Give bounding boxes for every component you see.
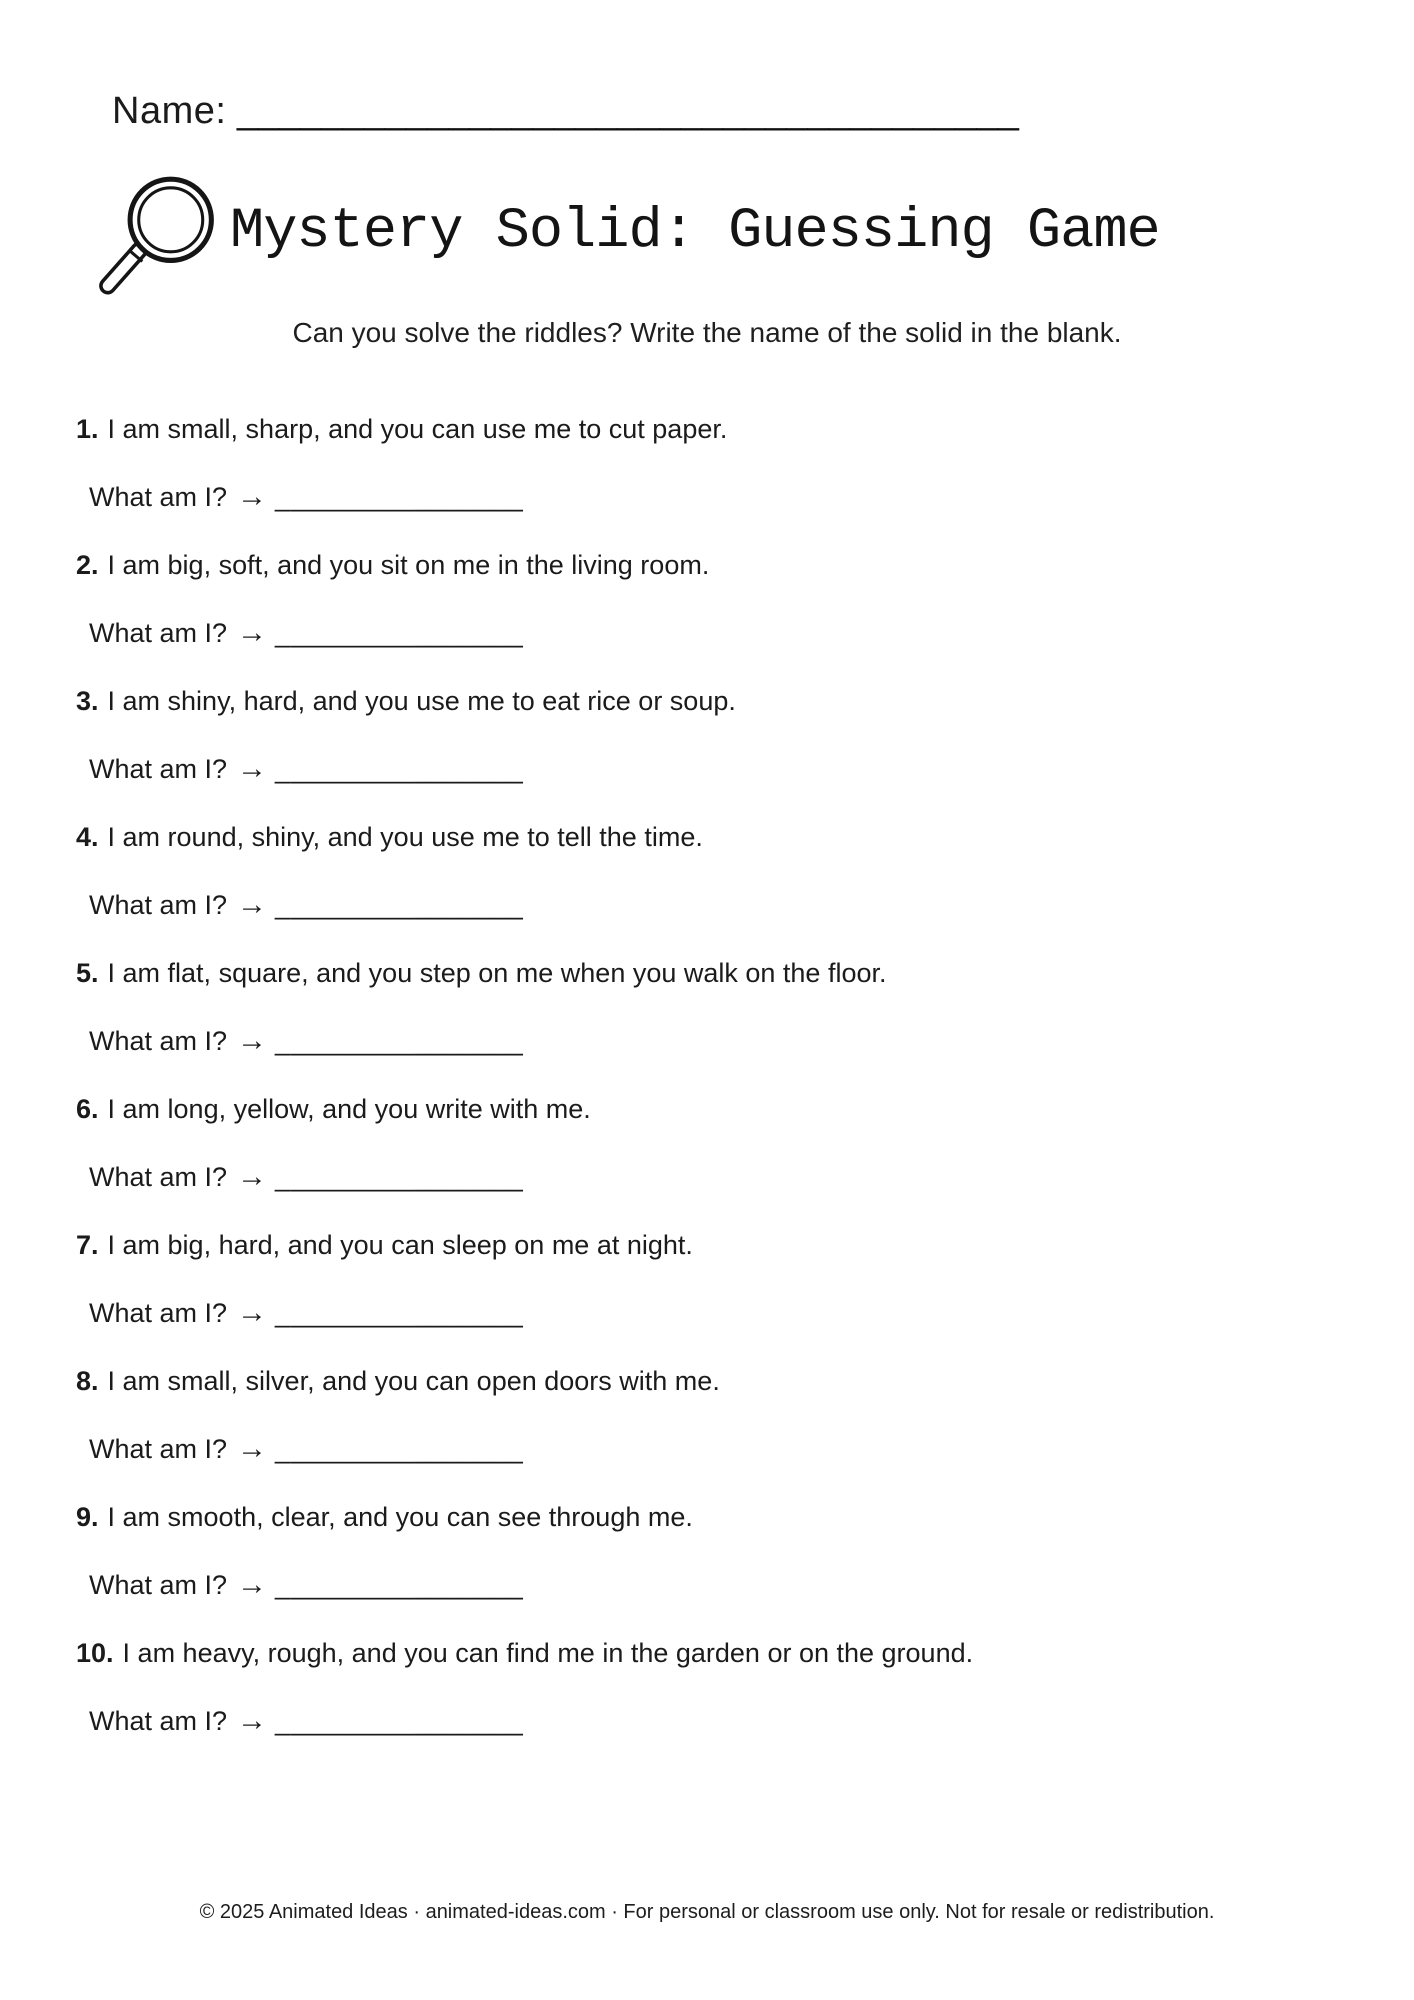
riddle-list [76, 395, 1414, 1755]
riddle-number: 5. [76, 958, 99, 988]
riddle-text: I am long, yellow, and you write with me. [107, 1094, 591, 1124]
riddle-answer-line [76, 1687, 1414, 1755]
riddle-number: 10. [76, 1638, 114, 1668]
answer-prompt: What am I? [89, 754, 228, 784]
riddle-question [76, 1075, 1414, 1143]
name-label: Name: [112, 90, 227, 132]
riddle-text: I am big, hard, and you can sleep on me at night. [107, 1230, 693, 1260]
answer-prompt: What am I? [89, 618, 228, 648]
riddle-answer-line [76, 599, 1414, 667]
riddle-question [76, 667, 1414, 735]
answer-prompt: What am I? [89, 1026, 228, 1056]
title-row [86, 167, 1414, 297]
arrow-icon: → [237, 480, 268, 513]
riddle-text: I am small, silver, and you can open doors with me. [107, 1366, 720, 1396]
answer-blank: ________________ [275, 890, 524, 920]
copyright-footer: © 2025 Animated Ideas · animated-ideas.com · For personal or classroom use only. Not for resale or redistribution. [199, 1901, 1215, 1923]
riddle-question [76, 1211, 1414, 1279]
riddle-answer-line [76, 871, 1414, 939]
riddle-text: I am big, soft, and you sit on me in the living room. [107, 550, 710, 580]
answer-blank: ________________ [275, 482, 524, 512]
answer-blank: ________________ [275, 1298, 524, 1328]
answer-blank: ________________ [275, 1706, 524, 1736]
riddle-text: I am flat, square, and you step on me when you walk on the floor. [107, 958, 887, 988]
answer-blank: ________________ [275, 754, 524, 784]
answer-prompt: What am I? [89, 482, 228, 512]
riddle-number: 6. [76, 1094, 99, 1124]
riddle-answer-line [76, 1415, 1414, 1483]
riddle-number: 1. [76, 414, 99, 444]
riddle-answer-line [76, 1007, 1414, 1075]
riddle-text: I am shiny, hard, and you use me to eat rice or soup. [107, 686, 736, 716]
answer-blank: ________________ [275, 1162, 524, 1192]
answer-prompt: What am I? [89, 1706, 228, 1736]
arrow-icon: → [237, 888, 268, 921]
magnifier-icon [86, 167, 226, 297]
riddle-number: 9. [76, 1502, 99, 1532]
riddle-number: 8. [76, 1366, 99, 1396]
riddle-question [76, 531, 1414, 599]
arrow-icon: → [237, 1160, 268, 1193]
answer-prompt: What am I? [89, 1298, 228, 1328]
riddle-text: I am smooth, clear, and you can see through me. [107, 1502, 693, 1532]
answer-prompt: What am I? [89, 1570, 228, 1600]
riddle-number: 3. [76, 686, 99, 716]
riddle-answer-line [76, 1551, 1414, 1619]
riddle-number: 7. [76, 1230, 99, 1260]
riddle-number: 2. [76, 550, 99, 580]
instructions-text: Can you solve the riddles? Write the name of the solid in the blank. [292, 317, 1122, 348]
riddle-text: I am heavy, rough, and you can find me in the garden or on the ground. [122, 1638, 974, 1668]
arrow-icon: → [237, 1704, 268, 1737]
riddle-question [76, 939, 1414, 1007]
riddle-question [76, 1483, 1414, 1551]
riddle-question [76, 803, 1414, 871]
riddle-answer-line [76, 463, 1414, 531]
answer-prompt: What am I? [89, 1434, 228, 1464]
arrow-icon: → [237, 752, 268, 785]
riddle-answer-line [76, 1143, 1414, 1211]
arrow-icon: → [237, 616, 268, 649]
answer-prompt: What am I? [89, 890, 228, 920]
page-title: Mystery Solid: Guessing Game [230, 200, 1160, 264]
answer-blank: ________________ [275, 618, 524, 648]
riddle-answer-line [76, 735, 1414, 803]
riddle-question [76, 395, 1414, 463]
riddle-question [76, 1619, 1414, 1687]
riddle-answer-line [76, 1279, 1414, 1347]
answer-blank: ________________ [275, 1570, 524, 1600]
arrow-icon: → [237, 1296, 268, 1329]
riddle-text: I am round, shiny, and you use me to tell the time. [107, 822, 703, 852]
answer-prompt: What am I? [89, 1162, 228, 1192]
arrow-icon: → [237, 1024, 268, 1057]
answer-blank: ________________ [275, 1434, 524, 1464]
answer-blank: ________________ [275, 1026, 524, 1056]
name-blank-line: _____________________________________ [236, 90, 1019, 132]
name-row [0, 0, 1414, 133]
arrow-icon: → [237, 1568, 268, 1601]
riddle-question [76, 1347, 1414, 1415]
riddle-text: I am small, sharp, and you can use me to cut paper. [107, 414, 728, 444]
riddle-number: 4. [76, 822, 99, 852]
arrow-icon: → [237, 1432, 268, 1465]
